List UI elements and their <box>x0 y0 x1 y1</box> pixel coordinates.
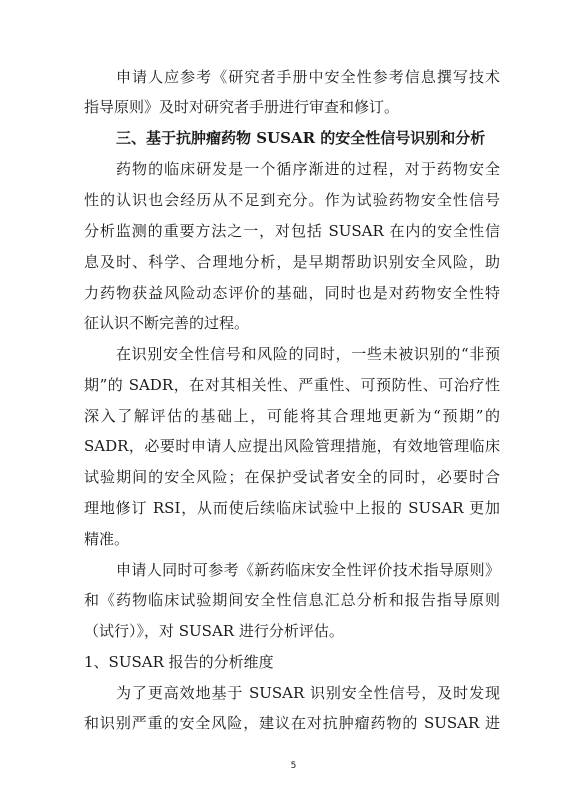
paragraph-line: 在识别安全性信号和风险的同时，一些未被识别的“非预 <box>116 345 500 363</box>
subsection-heading: 1、SUSAR 报告的分析维度 <box>84 653 274 671</box>
section-heading: 三、基于抗肿瘤药物 SUSAR 的安全性信号识别和分析 <box>116 129 486 147</box>
paragraph-line: 药物的临床研发是一个循序渐进的过程，对于药物安全 <box>116 160 500 178</box>
paragraph-line: 申请人同时可参考《新药临床安全性评价技术指导原则》 <box>116 561 500 579</box>
paragraph-line: SADR，必要时申请人应提出风险管理措施，有效地管理临床 <box>84 437 500 455</box>
paragraph-line: 力药物获益风险动态评价的基础，同时也是对药物安全性特 <box>84 284 500 302</box>
paragraph-line: （试行）》，对 SUSAR 进行分析评估。 <box>84 622 344 640</box>
page-number: 5 <box>290 761 297 771</box>
paragraph-line: 期”的 SADR，在对其相关性、严重性、可预防性、可治疗性 <box>84 376 500 394</box>
paragraph-line: 精准。 <box>84 530 130 548</box>
paragraph-line: 申请人应参考《研究者手册中安全性参考信息撰写技术 <box>116 68 500 86</box>
paragraph-line: 为了更高效地基于 SUSAR 识别安全性信号，及时发现 <box>116 684 500 702</box>
paragraph-line: 征认识不断完善的过程。 <box>84 314 250 332</box>
paragraph-line: 深入了解评估的基础上，可能将其合理地更新为“预期”的 <box>84 407 500 425</box>
paragraph-line: 理地修订 RSI，从而使后续临床试验中上报的 SUSAR 更加 <box>84 499 500 517</box>
paragraph-line: 分析监测的重要方法之一，对包括 SUSAR 在内的安全性信 <box>84 222 500 240</box>
paragraph-line: 息及时、科学、合理地分析，是早期帮助识别安全风险，助 <box>84 253 500 271</box>
paragraph-line: 试验期间的安全风险；在保护受试者安全的同时，必要时合 <box>84 468 500 486</box>
paragraph-line: 性的认识也会经历从不足到充分。作为试验药物安全性信号 <box>84 191 500 209</box>
paragraph-line: 指导原则》及时对研究者手册进行审查和修订。 <box>84 98 400 116</box>
paragraph-line: 和《药物临床试验期间安全性信息汇总分析和报告指导原则 <box>84 591 500 609</box>
paragraph-line: 和识别严重的安全风险，建议在对抗肿瘤药物的 SUSAR 进 <box>84 714 500 732</box>
